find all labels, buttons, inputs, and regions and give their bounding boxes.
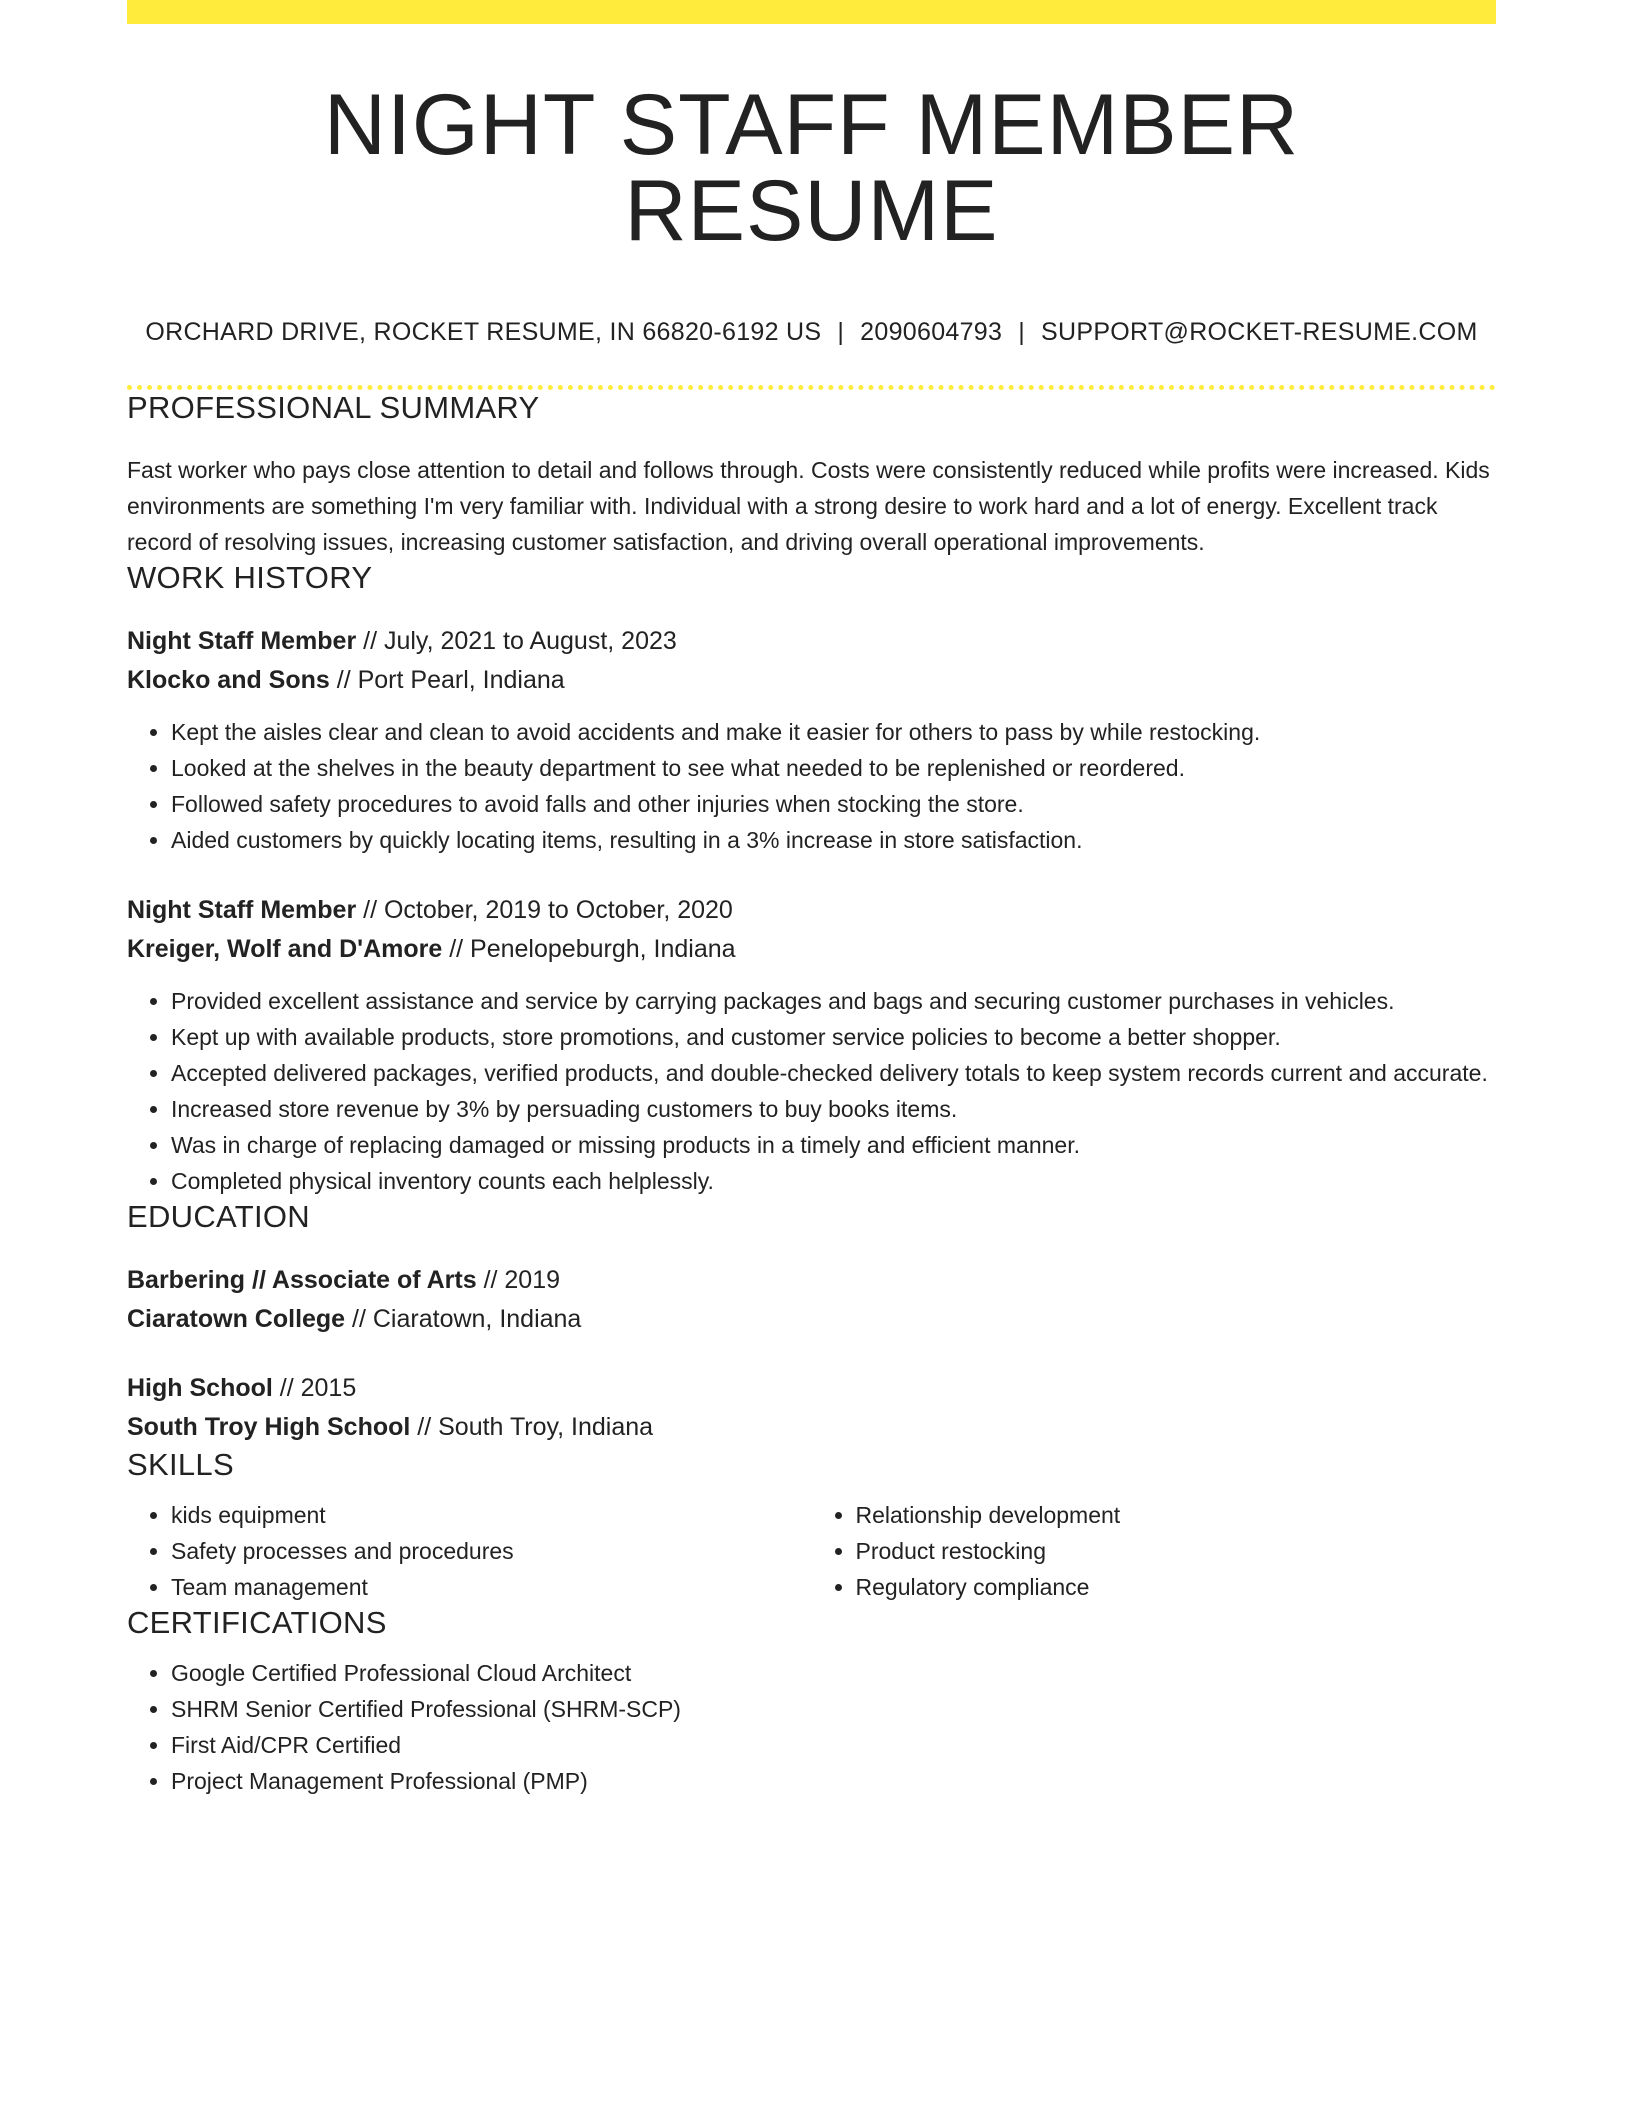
school-line xyxy=(127,1300,1496,1339)
job-location: // Port Pearl, Indiana xyxy=(329,666,565,694)
job-entry xyxy=(127,891,1496,1199)
school-location: // Ciaratown, Indiana xyxy=(345,1305,582,1333)
skills-list-right xyxy=(812,1497,1497,1605)
education-entry xyxy=(127,1261,1496,1339)
certifications-heading: CERTIFICATIONS xyxy=(127,1605,387,1640)
list-item: • First Aid/CPR Certified xyxy=(171,1727,1496,1763)
list-item: • Increased store revenue by 3% by persuading customers to buy books items. xyxy=(171,1091,1496,1127)
list-item: • Aided customers by quickly locating items, resulting in a 3% increase in store satisfaction. xyxy=(171,822,1496,858)
list-item: • Was in charge of replacing damaged or missing products in a timely and efficient manner. xyxy=(171,1127,1496,1163)
work-section xyxy=(127,560,1496,1199)
job-company: Kreiger, Wolf and D'Amore xyxy=(127,935,443,963)
list-item: • Relationship development xyxy=(856,1497,1497,1533)
list-item: • Regulatory compliance xyxy=(856,1569,1497,1605)
page-title: NIGHT STAFF MEMBER RESUME xyxy=(323,77,1300,259)
job-bullets xyxy=(127,714,1496,858)
degree-year: // 2015 xyxy=(272,1374,357,1402)
list-item: • Accepted delivered packages, verified products, and double-checked delivery totals to keep system records current and accurate. xyxy=(171,1055,1496,1091)
list-item: • Followed safety procedures to avoid falls and other injuries when stocking the store. xyxy=(171,786,1496,822)
list-item: • Team management xyxy=(171,1569,812,1605)
degree-line xyxy=(127,1369,1496,1408)
list-item: • SHRM Senior Certified Professional (SHRM-SCP) xyxy=(171,1691,1496,1727)
school-location: // South Troy, Indiana xyxy=(410,1413,654,1441)
degree-year: // 2019 xyxy=(476,1266,561,1294)
list-item: • Project Management Professional (PMP) xyxy=(171,1763,1496,1799)
list-item: • Google Certified Professional Cloud Architect xyxy=(171,1655,1496,1691)
education-entry xyxy=(127,1369,1496,1447)
list-item: • Safety processes and procedures xyxy=(171,1533,812,1569)
skills-grid xyxy=(127,1497,1496,1605)
skills-list-left xyxy=(127,1497,812,1605)
job-dates: // October, 2019 to October, 2020 xyxy=(356,896,733,924)
school: South Troy High School xyxy=(127,1413,411,1441)
list-item: • Kept up with available products, store promotions, and customer service policies to become a better shopper. xyxy=(171,1019,1496,1055)
list-item: • Completed physical inventory counts each helplessly. xyxy=(171,1163,1496,1199)
list-item: • Product restocking xyxy=(856,1533,1497,1569)
certifications-list xyxy=(127,1655,1496,1799)
work-heading: WORK HISTORY xyxy=(127,560,373,595)
job-entry xyxy=(127,622,1496,858)
list-item: • Kept the aisles clear and clean to avoid accidents and make it easier for others to pass by while restocking. xyxy=(171,714,1496,750)
certifications-section xyxy=(127,1605,1496,1799)
summary-heading: PROFESSIONAL SUMMARY xyxy=(127,390,540,425)
contact-phone: 2090604793 xyxy=(860,318,1003,346)
contact-address: ORCHARD DRIVE, ROCKET RESUME, IN 66820-6192 US xyxy=(145,318,822,346)
job-title: Night Staff Member xyxy=(127,627,357,655)
skills-heading: SKILLS xyxy=(127,1447,234,1482)
skills-section xyxy=(127,1447,1496,1605)
job-bullets xyxy=(127,983,1496,1199)
contact-email: SUPPORT@ROCKET-RESUME.COM xyxy=(1041,318,1478,346)
degree: High School xyxy=(127,1374,273,1402)
job-company-line xyxy=(127,661,1496,700)
top-accent-bar xyxy=(127,0,1496,24)
school: Ciaratown College xyxy=(127,1305,346,1333)
summary-text: Fast worker who pays close attention to detail and follows through. Costs were consistently reduced while profits were increased. Kids environments are something I'm very familiar with. Individual with a strong desire to work hard and a lot of energy. Excellent track record of resolving issues, increasing customer satisfaction, and driving overall operational improvements. xyxy=(127,457,1490,555)
contact-separator: | xyxy=(1018,318,1026,346)
list-item: • Looked at the shelves in the beauty department to see what needed to be replenished or reordered. xyxy=(171,750,1496,786)
contact-line xyxy=(127,318,1496,347)
resume-page xyxy=(127,0,1496,1799)
degree-line xyxy=(127,1261,1496,1300)
school-line xyxy=(127,1408,1496,1447)
job-company: Klocko and Sons xyxy=(127,666,330,694)
list-item: • Provided excellent assistance and service by carrying packages and bags and securing customer purchases in vehicles. xyxy=(171,983,1496,1019)
degree: Barbering // Associate of Arts xyxy=(127,1266,477,1294)
summary-section xyxy=(127,390,1496,560)
job-location: // Penelopeburgh, Indiana xyxy=(442,935,736,963)
job-dates: // July, 2021 to August, 2023 xyxy=(356,627,677,655)
job-title-line xyxy=(127,891,1496,930)
list-item: • kids equipment xyxy=(171,1497,812,1533)
job-title-line xyxy=(127,622,1496,661)
contact-separator: | xyxy=(837,318,845,346)
job-title: Night Staff Member xyxy=(127,896,357,924)
education-heading: EDUCATION xyxy=(127,1199,310,1234)
job-company-line xyxy=(127,930,1496,969)
education-section xyxy=(127,1199,1496,1447)
